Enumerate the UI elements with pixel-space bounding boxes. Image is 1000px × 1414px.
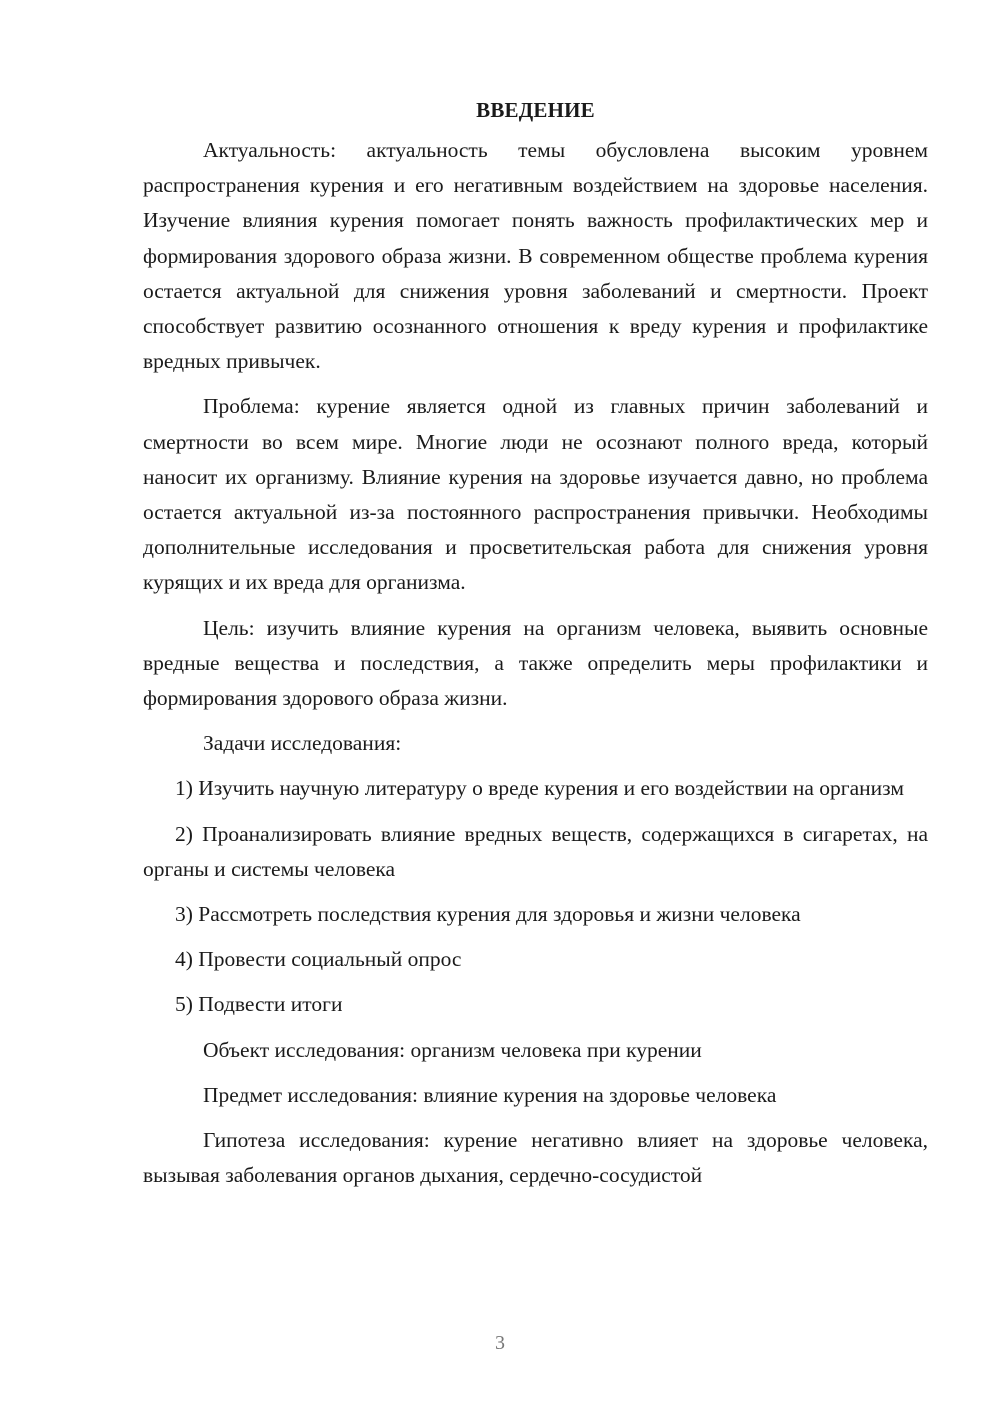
research-subject: Предмет исследования: влияние курения на здоровье человека — [203, 1082, 777, 1107]
task-item-4: 4) Провести социальный опрос — [175, 947, 462, 972]
section-heading: ВВЕДЕНИЕ — [476, 98, 595, 122]
document-page — [143, 93, 928, 1203]
research-hypothesis: Гипотеза исследования: курение негативно влияет на здоровье человека, вызывая заболевания органов дыхания, сердечно-сосудистой — [143, 1128, 928, 1188]
paragraph-goal: Цель: изучить влияние курения на организм человека, выявить основные вредные вещества и последствия, а также определить меры профилактики и формирования здорового образа жизни. — [143, 615, 928, 711]
paragraph-problem: Проблема: курение является одной из главных причин заболеваний и смертности во всем мире. Многие люди не осознают полного вреда, который наносит их организму. Влияние курения на здоровье изучается давно, но проблема остается актуальной из-за постоянного распространения привычки. Необходимы дополнительные исследования и просветительская работа для снижения уровня курящих и их вреда для организма. — [143, 394, 928, 595]
task-item-5: 5) Подвести итоги — [175, 992, 343, 1017]
paragraph-actuality: Актуальность: актуальность темы обусловлена высоким уровнем распространения курения и его негативным воздействием на здоровье населения. Изучение влияния курения помогает понять важность профилактических мер и формирования здорового образа жизни. В современном обществе проблема курения остается актуальной для снижения уровня заболеваний и смертности. Проект способствует развитию осознанного отношения к вреду курения и профилактике вредных привычек. — [143, 138, 928, 374]
research-object: Объект исследования: организм человека при курении — [203, 1037, 702, 1062]
task-item-3: 3) Рассмотреть последствия курения для здоровья и жизни человека — [175, 902, 801, 927]
tasks-title: Задачи исследования: — [203, 731, 402, 756]
page-number: 3 — [495, 1332, 505, 1354]
task-item-2: 2) Проанализировать влияние вредных веществ, содержащихся в сигаретах, на органы и системы человека — [143, 821, 928, 881]
task-item-1: 1) Изучить научную литературу о вреде курения и его воздействии на организм — [175, 776, 904, 801]
